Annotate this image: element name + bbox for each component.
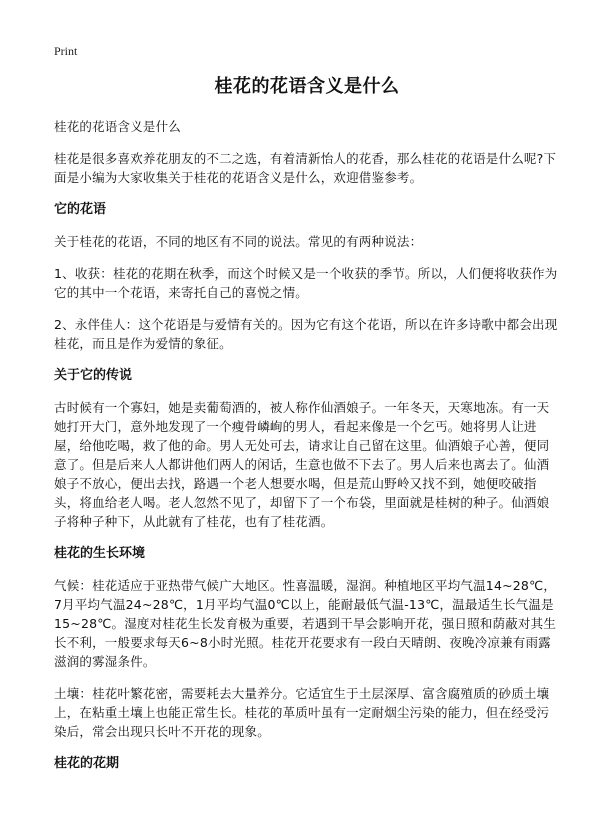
section-environment-paragraph: 气候：桂花适应于亚热带气候广大地区。性喜温暖，湿润。种植地区平均气温14~28℃，7月平均气温24~28℃，1月平均气温0℃以上，能耐最低气温-13℃，温最适生长气温是15~28℃。湿度对桂花生长发育极为重要，若遇到干旱会影响开花，强日照和荫蔽对其生长不利，一般要求每天6~8小时光照。桂花开花要求有一段白天晴朗、夜晚冷凉兼有雨露滋润的雾湿条件。 xyxy=(54,578,557,669)
print-link[interactable]: Print xyxy=(54,44,78,58)
section-meaning-paragraph: 关于桂花的花语，不同的地区有不同的说法。常见的有两种说法： xyxy=(54,234,423,249)
section-heading-meaning: 它的花语 xyxy=(54,202,107,217)
section-heading-legend: 关于它的传说 xyxy=(54,368,133,383)
section-legend-paragraph: 古时候有一个寡妇，她是卖葡萄酒的，被人称作仙酒娘子。一年冬天，天寒地冻。有一天她打开大门，意外地发现了一个瘦骨嶙峋的男人，看起来像是一个乞丐。她将男人让进屋，给他吃喝，救了他的命。男人无处可去，请求让自己留在这里。仙酒娘子心善，便同意了。但是后来人人都讲他们两人的闲话，生意也做不下去了。男人后来也离去了。仙酒娘子不放心，便出去找，路遇一个老人想要水喝，但是荒山野岭又找不到，她便咬破指头，将血给老人喝。老人忽然不见了，却留下了一个布袋，里面就是桂树的种子。仙酒娘子将种子种下，从此就有了桂花，也有了桂花酒。 xyxy=(54,400,550,529)
section-meaning-paragraph: 2、永伴佳人：这个花语是与爱情有关的。因为它有这个花语，所以在许多诗歌中都会出现桂花，而且是作为爱情的象征。 xyxy=(54,317,558,351)
section-environment-paragraph: 土壤：桂花叶繁花密，需要耗去大量养分。它适宜生于土层深厚、富含腐殖质的砂质土壤上，在粘重土壤上也能正常生长。桂花的革质叶虽有一定耐烟尘污染的能力，但在经受污染后，常会出现只长叶不开花的现象。 xyxy=(54,686,550,739)
section-heading-flowering: 桂花的花期 xyxy=(54,756,120,771)
intro-paragraph: 桂花是很多喜欢养花朋友的不二之选，有着清新怡人的花香，那么桂花的花语是什么呢?下面是小编为大家收集关于桂花的花语含义是什么，欢迎借鉴参考。 xyxy=(54,151,557,185)
subtitle-text: 桂花的花语含义是什么 xyxy=(54,119,182,134)
section-heading-environment: 桂花的生长环境 xyxy=(54,546,146,561)
page-title: 桂花的花语含义是什么 xyxy=(214,76,400,97)
section-meaning-paragraph: 1、收获：桂花的花期在秋季，而这个时候又是一个收获的季节。所以，人们便将收获作为它的其中一个花语，来寄托自己的喜悦之情。 xyxy=(54,266,558,300)
